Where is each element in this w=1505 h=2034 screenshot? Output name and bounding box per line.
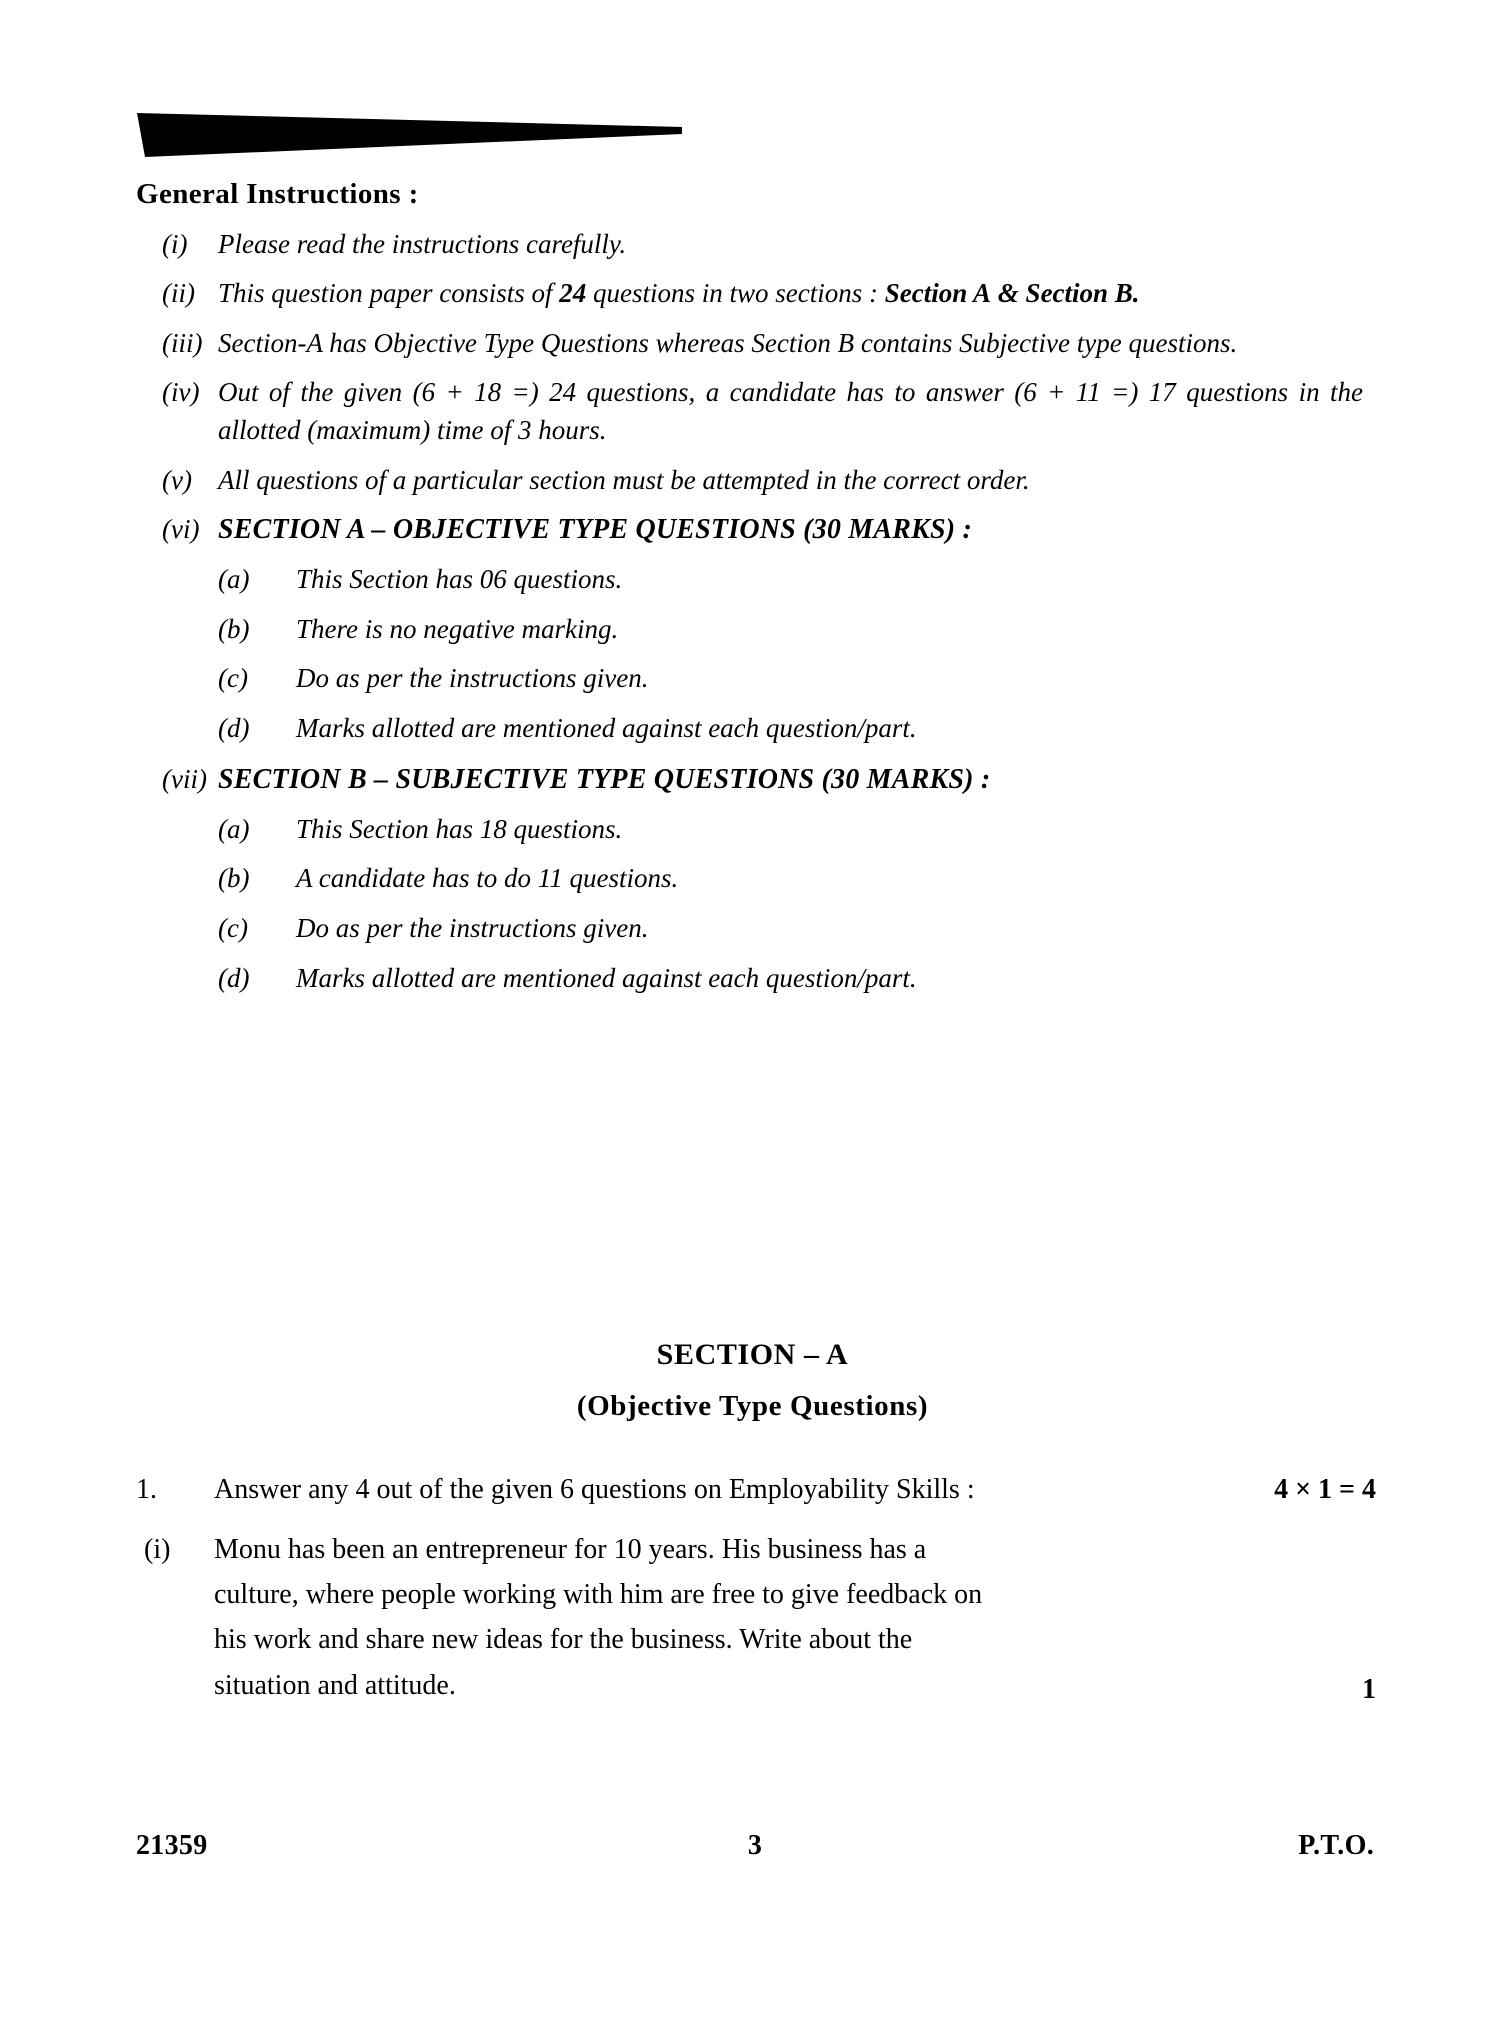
paper-code: 21359 (136, 1830, 208, 1861)
subitem-marker: (b) (218, 863, 250, 894)
instruction-text: Out of the given (6 + 18 =) 24 questions, a candidate has to answer (6 + 11 =) 17 questions in the allotted (maximum) time of 3 hours. (218, 376, 1363, 446)
instruction-marker: (ii) (162, 278, 195, 309)
subquestion-line-4: situation and attitude. (214, 1669, 456, 1701)
section-a-subitem-a (136, 561, 1371, 599)
instruction-text: Please read the instructions carefully. (218, 229, 627, 259)
subitem-text: This Section has 06 questions. (296, 563, 623, 594)
section-b-subitem-c (136, 910, 1371, 948)
subquestion-line-1: Monu has been an entrepreneur for 10 years. His business has a (214, 1533, 927, 1565)
section-a-subitem-c (136, 660, 1371, 698)
instruction-text-bold-24: 24 (559, 278, 587, 309)
subitem-text: Marks allotted are mentioned against each question/part. (296, 713, 917, 744)
instruction-marker: (v) (162, 464, 192, 495)
instruction-marker: (vi) (162, 513, 200, 544)
subitem-text: Marks allotted are mentioned against each question/part. (296, 963, 917, 994)
instruction-marker: (iii) (162, 327, 203, 358)
question-stem-wrapper (214, 1470, 1376, 1511)
instruction-text-space (991, 278, 998, 308)
subquestion-marker: (i) (144, 1533, 171, 1565)
page-number: 3 (747, 1830, 763, 1861)
subquestion-marks: 1 (1362, 1674, 1376, 1706)
subquestion-line-3: his work and share new ideas for the business. Write about the (214, 1624, 913, 1656)
question-number: 1. (136, 1474, 157, 1505)
question-1-block (136, 1470, 1376, 1708)
instruction-item-ii (136, 274, 1371, 312)
section-a-title: SECTION – A (656, 1338, 849, 1371)
subitem-marker: (a) (218, 563, 250, 594)
instruction-text-plain-2: questions in two sections : (586, 278, 885, 309)
subitem-marker: (d) (218, 963, 250, 994)
question-stem: Answer any 4 out of the given 6 questions on Employability Skills : (214, 1474, 975, 1505)
subitem-text: A candidate has to do 11 questions. (296, 863, 679, 894)
section-b-subitem-a (136, 811, 1371, 849)
question-1-sub-i (136, 1527, 1376, 1708)
section-b-instruction-heading: SECTION B – SUBJECTIVE TYPE QUESTIONS (30 MARKS) : (218, 763, 991, 795)
question-1-stem-row (136, 1470, 1376, 1511)
section-b-subitems (136, 811, 1371, 998)
general-instructions-list (136, 225, 1371, 1010)
instruction-text (218, 274, 1371, 312)
subitem-text: Do as per the instructions given. (296, 663, 649, 694)
instruction-text-bold-section-a: Section A (884, 278, 992, 309)
section-a-instruction-heading: SECTION A – OBJECTIVE TYPE QUESTIONS (30 MARKS) : (218, 513, 973, 545)
subitem-text: Do as per the instructions given. (296, 913, 649, 944)
instruction-marker: (vii) (162, 763, 207, 794)
question-marks: 4 × 1 = 4 (1274, 1474, 1376, 1505)
instruction-text: All questions of a particular section must be attempted in the correct order. (218, 464, 1030, 495)
subquestion-line-2: culture, where people working with him are free to give feedback on (214, 1578, 983, 1610)
page-title: General Instructions : (136, 178, 419, 210)
subitem-marker: (c) (218, 913, 248, 944)
subitem-marker: (c) (218, 663, 248, 694)
section-a-subitem-b (136, 611, 1371, 649)
subitem-marker: (b) (218, 613, 250, 644)
instruction-text-bold-section-b: & Section B. (997, 278, 1140, 309)
section-b-subitem-b (136, 860, 1371, 898)
section-b-subitem-d (136, 960, 1371, 998)
instruction-item-iv (136, 373, 1371, 450)
instruction-item-vi (136, 510, 1371, 550)
instruction-item-v (136, 461, 1371, 499)
subitem-marker: (d) (218, 713, 250, 744)
subitem-text: This Section has 18 questions. (296, 813, 623, 844)
instruction-item-i (136, 225, 1371, 263)
instruction-text: Section-A has Objective Type Questions whereas Section B contains Subjective type questions. (218, 327, 1238, 358)
subitem-text: There is no negative marking. (296, 613, 619, 644)
pto-label: P.T.O. (1298, 1830, 1374, 1861)
subitem-marker: (a) (218, 813, 250, 844)
black-wedge-mark-icon (137, 113, 682, 161)
subquestion-body (214, 1527, 1376, 1708)
section-a-subtitle: (Objective Type Questions) (576, 1390, 929, 1422)
instruction-marker: (i) (162, 229, 188, 259)
instruction-text-plain-1: This question paper consists of (218, 278, 560, 309)
page-footer (136, 1830, 1374, 1862)
section-a-subitem-d (136, 710, 1371, 748)
instruction-item-vii (136, 760, 1371, 800)
instruction-item-iii (136, 324, 1371, 362)
section-a-subitems (136, 561, 1371, 748)
instruction-marker: (iv) (162, 376, 200, 407)
